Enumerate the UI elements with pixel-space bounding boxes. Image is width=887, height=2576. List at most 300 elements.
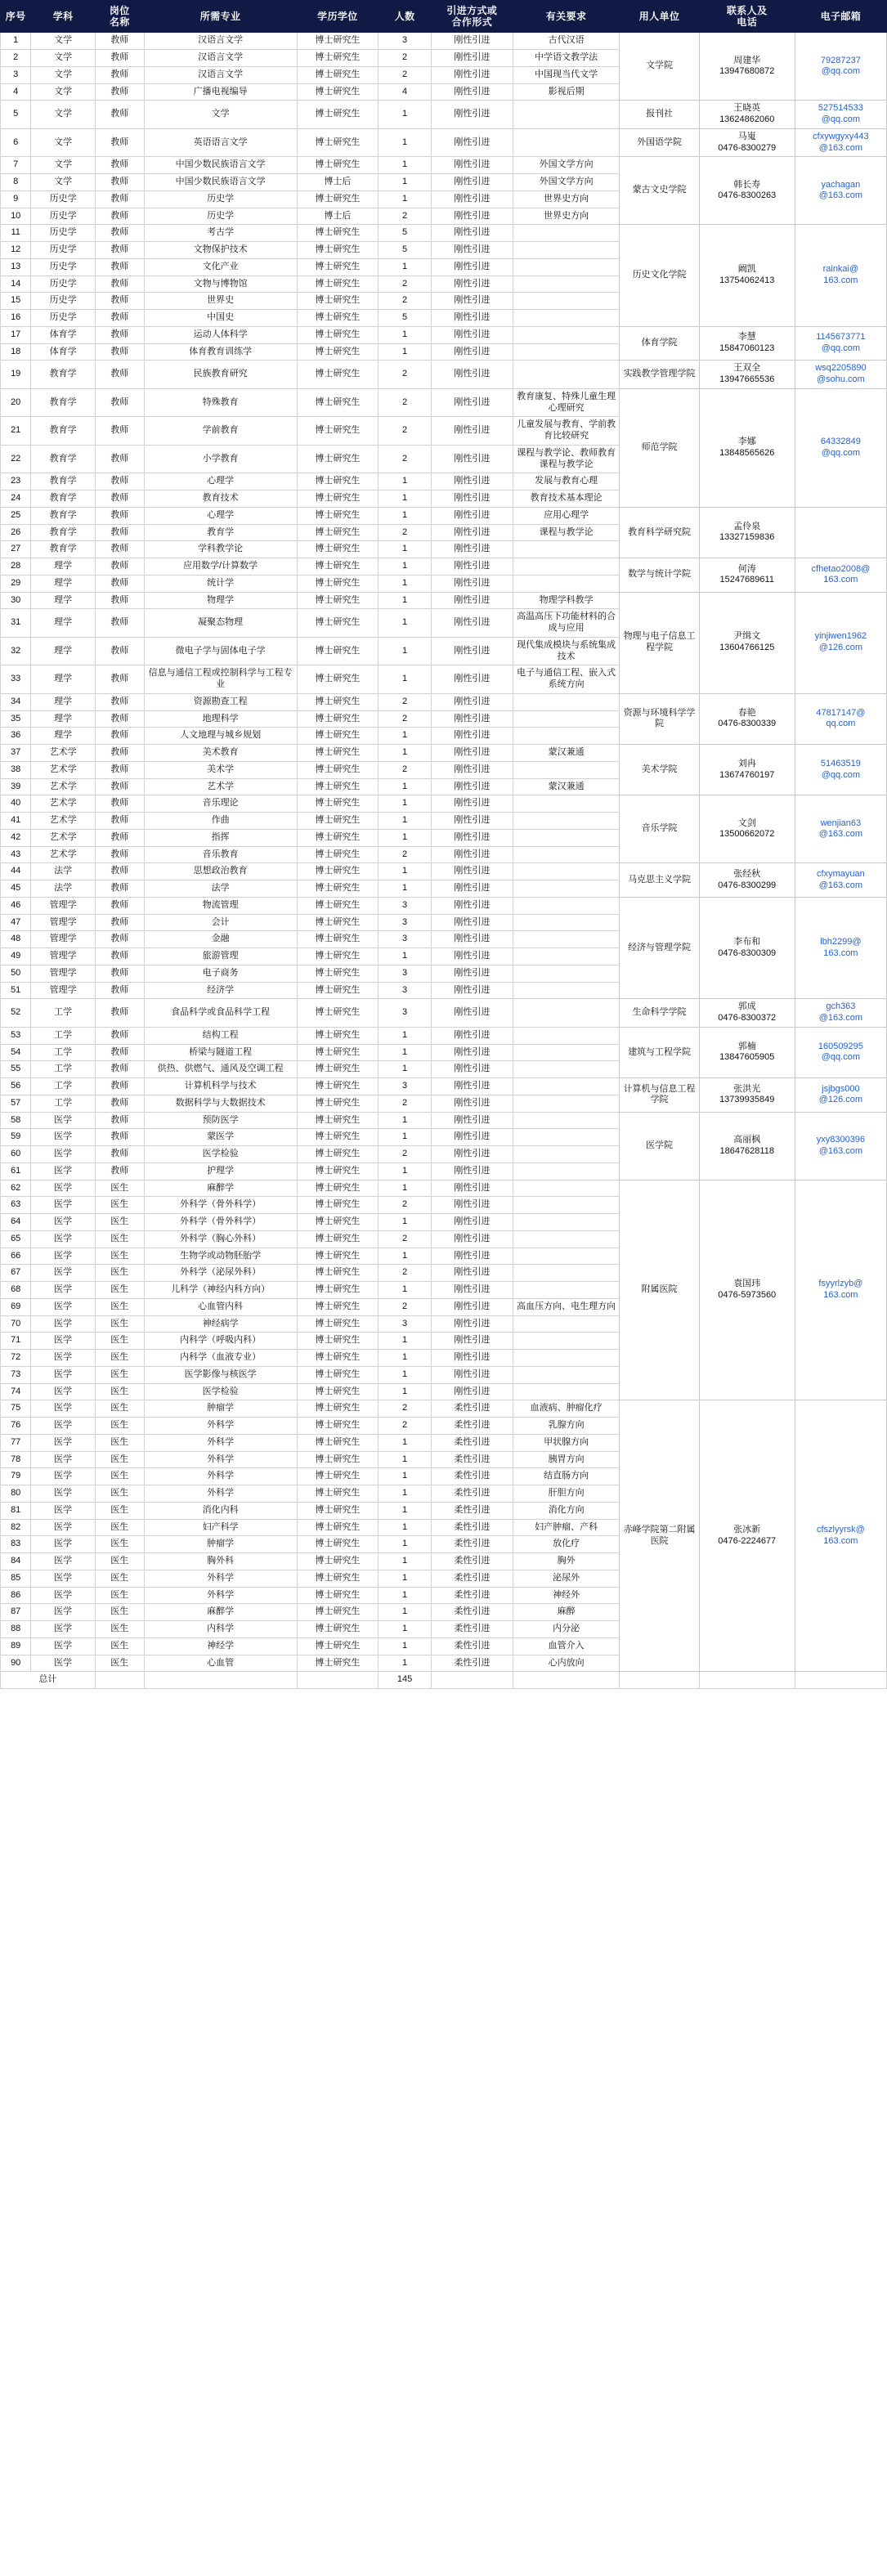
cell-post: 教师 bbox=[95, 637, 144, 665]
total-count: 145 bbox=[379, 1672, 432, 1689]
cell-count: 1 bbox=[379, 829, 432, 846]
cell-degree: 博士研究生 bbox=[297, 863, 379, 880]
cell-discipline: 理学 bbox=[31, 728, 95, 745]
cell-degree: 博士研究生 bbox=[297, 982, 379, 999]
cell-seq: 53 bbox=[1, 1027, 31, 1044]
cell-discipline: 理学 bbox=[31, 609, 95, 638]
cell-discipline: 医学 bbox=[31, 1366, 95, 1383]
cell-post: 教师 bbox=[95, 293, 144, 310]
cell-major: 生物学或动物胚胎学 bbox=[144, 1248, 297, 1265]
cell-seq: 62 bbox=[1, 1180, 31, 1197]
cell-seq: 25 bbox=[1, 507, 31, 524]
cell-seq: 42 bbox=[1, 829, 31, 846]
cell-discipline: 管理学 bbox=[31, 897, 95, 914]
cell-major: 外科学 bbox=[144, 1570, 297, 1587]
cell-mode: 刚性引进 bbox=[432, 1061, 513, 1078]
cell-post: 医生 bbox=[95, 1230, 144, 1248]
cell-major: 教育学 bbox=[144, 524, 297, 541]
cell-major: 指挥 bbox=[144, 829, 297, 846]
cell-count: 1 bbox=[379, 813, 432, 830]
cell-discipline: 艺术学 bbox=[31, 778, 95, 795]
cell-discipline: 历史学 bbox=[31, 258, 95, 276]
cell-seq: 65 bbox=[1, 1230, 31, 1248]
cell-mode: 刚性引进 bbox=[432, 982, 513, 999]
cell-degree: 博士研究生 bbox=[297, 965, 379, 982]
cell-count: 1 bbox=[379, 1163, 432, 1180]
cell-major: 音乐理论 bbox=[144, 795, 297, 813]
cell-count: 3 bbox=[379, 931, 432, 948]
cell-discipline: 医学 bbox=[31, 1553, 95, 1570]
cell-mode: 刚性引进 bbox=[432, 293, 513, 310]
cell-count: 2 bbox=[379, 761, 432, 778]
cell-seq: 41 bbox=[1, 813, 31, 830]
cell-major: 物流管理 bbox=[144, 897, 297, 914]
cell-email[interactable] bbox=[795, 507, 886, 558]
cell-mode: 柔性引进 bbox=[432, 1536, 513, 1553]
cell-discipline: 医学 bbox=[31, 1315, 95, 1333]
cell-mode: 刚性引进 bbox=[432, 1180, 513, 1197]
cell-requirement bbox=[513, 728, 620, 745]
cell-mode: 柔性引进 bbox=[432, 1655, 513, 1672]
cell-major: 汉语言文学 bbox=[144, 33, 297, 50]
cell-email[interactable]: 160509295 @qq.com bbox=[795, 1027, 886, 1077]
cell-count: 1 bbox=[379, 575, 432, 592]
cell-degree: 博士研究生 bbox=[297, 1604, 379, 1621]
cell-degree: 博士研究生 bbox=[297, 575, 379, 592]
cell-unit: 实践教学管理学院 bbox=[620, 361, 699, 389]
cell-email[interactable]: lbh2299@ 163.com bbox=[795, 897, 886, 999]
cell-unit: 马克思主义学院 bbox=[620, 863, 699, 898]
cell-requirement bbox=[513, 880, 620, 898]
cell-mode: 刚性引进 bbox=[432, 128, 513, 157]
table-row bbox=[1, 558, 887, 576]
cell-mode: 柔性引进 bbox=[432, 1519, 513, 1536]
header-email: 电子邮箱 bbox=[795, 1, 886, 33]
cell-major: 数据科学与大数据技术 bbox=[144, 1095, 297, 1112]
cell-discipline: 医学 bbox=[31, 1621, 95, 1638]
cell-email[interactable]: 527514533 @qq.com bbox=[795, 101, 886, 129]
cell-email[interactable]: 1145673771 @qq.com bbox=[795, 326, 886, 361]
cell-requirement: 高温高压下功能材料的合成与应用 bbox=[513, 609, 620, 638]
cell-count: 1 bbox=[379, 609, 432, 638]
cell-seq: 67 bbox=[1, 1265, 31, 1282]
cell-degree: 博士研究生 bbox=[297, 1095, 379, 1112]
cell-major: 内科学 bbox=[144, 1621, 297, 1638]
cell-mode: 刚性引进 bbox=[432, 1248, 513, 1265]
cell-post: 教师 bbox=[95, 665, 144, 694]
cell-discipline: 历史学 bbox=[31, 276, 95, 293]
cell-requirement bbox=[513, 343, 620, 361]
cell-mode: 刚性引进 bbox=[432, 101, 513, 129]
cell-count: 1 bbox=[379, 1129, 432, 1146]
cell-mode: 刚性引进 bbox=[432, 1366, 513, 1383]
cell-discipline: 医学 bbox=[31, 1265, 95, 1282]
cell-mode: 刚性引进 bbox=[432, 1282, 513, 1299]
cell-email[interactable]: wenjian63 @163.com bbox=[795, 795, 886, 863]
cell-degree: 博士研究生 bbox=[297, 50, 379, 67]
cell-degree: 博士研究生 bbox=[297, 1214, 379, 1231]
cell-degree: 博士研究生 bbox=[297, 524, 379, 541]
cell-count: 1 bbox=[379, 637, 432, 665]
cell-degree: 博士研究生 bbox=[297, 1112, 379, 1129]
cell-discipline: 医学 bbox=[31, 1519, 95, 1536]
cell-degree: 博士研究生 bbox=[297, 1146, 379, 1163]
cell-mode: 刚性引进 bbox=[432, 361, 513, 389]
cell-discipline: 医学 bbox=[31, 1570, 95, 1587]
cell-mode: 刚性引进 bbox=[432, 1333, 513, 1350]
cell-contact: 孟伶泉 13327159836 bbox=[699, 507, 795, 558]
cell-mode: 刚性引进 bbox=[432, 1197, 513, 1214]
cell-seq: 60 bbox=[1, 1146, 31, 1163]
cell-requirement bbox=[513, 310, 620, 327]
cell-count: 2 bbox=[379, 1146, 432, 1163]
cell-seq: 70 bbox=[1, 1315, 31, 1333]
cell-requirement: 教育技术基本理论 bbox=[513, 491, 620, 508]
cell-requirement: 课程与教学论 bbox=[513, 524, 620, 541]
cell-contact: 文剑 13500662072 bbox=[699, 795, 795, 863]
cell-post: 教师 bbox=[95, 190, 144, 208]
cell-requirement bbox=[513, 1129, 620, 1146]
cell-requirement: 消化方向 bbox=[513, 1502, 620, 1519]
cell-mode: 刚性引进 bbox=[432, 1027, 513, 1044]
cell-requirement: 发展与教育心理 bbox=[513, 473, 620, 491]
cell-major: 外科学 bbox=[144, 1451, 297, 1468]
cell-count: 3 bbox=[379, 1315, 432, 1333]
cell-degree: 博士研究生 bbox=[297, 507, 379, 524]
header-mode: 引进方式或 合作形式 bbox=[432, 1, 513, 33]
cell-discipline: 教育学 bbox=[31, 507, 95, 524]
table-row bbox=[1, 1400, 887, 1418]
cell-mode: 刚性引进 bbox=[432, 1298, 513, 1315]
cell-requirement bbox=[513, 1163, 620, 1180]
cell-mode: 刚性引进 bbox=[432, 417, 513, 446]
cell-contact: 张经秋 0476-8300299 bbox=[699, 863, 795, 898]
cell-mode: 刚性引进 bbox=[432, 33, 513, 50]
cell-requirement bbox=[513, 293, 620, 310]
cell-degree: 博士研究生 bbox=[297, 609, 379, 638]
cell-unit: 赤峰学院第二附属医院 bbox=[620, 1400, 699, 1672]
table-header bbox=[1, 1, 887, 33]
cell-seq: 20 bbox=[1, 388, 31, 417]
cell-major: 历史学 bbox=[144, 208, 297, 225]
cell-seq: 5 bbox=[1, 101, 31, 129]
cell-contact: 张冰新 0476-2224677 bbox=[699, 1400, 795, 1672]
cell-major: 心理学 bbox=[144, 473, 297, 491]
cell-email[interactable]: 64332849 @qq.com bbox=[795, 388, 886, 507]
cell-email[interactable]: 51463519 @qq.com bbox=[795, 745, 886, 795]
cell-mode: 刚性引进 bbox=[432, 795, 513, 813]
cell-post: 教师 bbox=[95, 914, 144, 931]
cell-count: 1 bbox=[379, 1468, 432, 1485]
cell-degree: 博士研究生 bbox=[297, 361, 379, 389]
cell-email[interactable]: cfhetao2008@ 163.com bbox=[795, 558, 886, 593]
cell-discipline: 理学 bbox=[31, 575, 95, 592]
cell-mode: 柔性引进 bbox=[432, 1604, 513, 1621]
cell-discipline: 教育学 bbox=[31, 445, 95, 473]
cell-major: 心血管 bbox=[144, 1655, 297, 1672]
cell-requirement bbox=[513, 558, 620, 576]
cell-mode: 刚性引进 bbox=[432, 813, 513, 830]
cell-degree: 博士研究生 bbox=[297, 1366, 379, 1383]
cell-seq: 56 bbox=[1, 1078, 31, 1095]
cell-post: 医生 bbox=[95, 1570, 144, 1587]
total-spacer bbox=[699, 1672, 795, 1689]
cell-post: 教师 bbox=[95, 1027, 144, 1044]
cell-mode: 刚性引进 bbox=[432, 491, 513, 508]
cell-degree: 博士研究生 bbox=[297, 778, 379, 795]
cell-email[interactable]: gch363 @163.com bbox=[795, 999, 886, 1028]
total-spacer bbox=[297, 1672, 379, 1689]
cell-count: 2 bbox=[379, 846, 432, 863]
cell-major: 特殊教育 bbox=[144, 388, 297, 417]
cell-count: 1 bbox=[379, 128, 432, 157]
cell-count: 3 bbox=[379, 897, 432, 914]
header-count: 人数 bbox=[379, 1, 432, 33]
cell-count: 5 bbox=[379, 310, 432, 327]
cell-mode: 刚性引进 bbox=[432, 1112, 513, 1129]
table-row bbox=[1, 326, 887, 343]
cell-discipline: 历史学 bbox=[31, 310, 95, 327]
cell-email[interactable]: yachagan @163.com bbox=[795, 157, 886, 225]
cell-count: 3 bbox=[379, 33, 432, 50]
cell-requirement bbox=[513, 1333, 620, 1350]
cell-mode: 柔性引进 bbox=[432, 1502, 513, 1519]
cell-mode: 柔性引进 bbox=[432, 1468, 513, 1485]
cell-mode: 刚性引进 bbox=[432, 1095, 513, 1112]
cell-discipline: 管理学 bbox=[31, 948, 95, 965]
cell-unit: 历史文化学院 bbox=[620, 225, 699, 327]
cell-seq: 2 bbox=[1, 50, 31, 67]
cell-major: 麻醉学 bbox=[144, 1180, 297, 1197]
cell-email[interactable]: 47817147@ qq.com bbox=[795, 693, 886, 744]
cell-seq: 1 bbox=[1, 33, 31, 50]
cell-major: 医学影像与核医学 bbox=[144, 1366, 297, 1383]
cell-discipline: 工学 bbox=[31, 1061, 95, 1078]
cell-major: 医学检验 bbox=[144, 1146, 297, 1163]
cell-major: 心理学 bbox=[144, 507, 297, 524]
cell-discipline: 医学 bbox=[31, 1230, 95, 1248]
cell-requirement: 神经外 bbox=[513, 1587, 620, 1604]
cell-email[interactable]: rainkai@ 163.com bbox=[795, 225, 886, 327]
cell-discipline: 医学 bbox=[31, 1587, 95, 1604]
cell-unit: 建筑与工程学院 bbox=[620, 1027, 699, 1077]
cell-seq: 66 bbox=[1, 1248, 31, 1265]
cell-requirement bbox=[513, 1197, 620, 1214]
table-row bbox=[1, 361, 887, 389]
cell-post: 医生 bbox=[95, 1502, 144, 1519]
cell-contact: 李慧 15847060123 bbox=[699, 326, 795, 361]
cell-unit: 师范学院 bbox=[620, 388, 699, 507]
cell-discipline: 历史学 bbox=[31, 190, 95, 208]
cell-post: 教师 bbox=[95, 310, 144, 327]
cell-email[interactable]: yxy8300396 @163.com bbox=[795, 1112, 886, 1180]
cell-count: 2 bbox=[379, 293, 432, 310]
cell-discipline: 教育学 bbox=[31, 491, 95, 508]
cell-email[interactable]: cfxymayuan @163.com bbox=[795, 863, 886, 898]
cell-degree: 博士研究生 bbox=[297, 665, 379, 694]
cell-count: 1 bbox=[379, 101, 432, 129]
cell-count: 3 bbox=[379, 982, 432, 999]
cell-count: 1 bbox=[379, 541, 432, 558]
cell-discipline: 医学 bbox=[31, 1383, 95, 1400]
cell-degree: 博士研究生 bbox=[297, 491, 379, 508]
cell-major: 资源勘查工程 bbox=[144, 693, 297, 710]
cell-major: 旅游管理 bbox=[144, 948, 297, 965]
cell-requirement bbox=[513, 1180, 620, 1197]
cell-requirement: 现代集成模块与系统集成技术 bbox=[513, 637, 620, 665]
cell-degree: 博士研究生 bbox=[297, 1400, 379, 1418]
cell-count: 2 bbox=[379, 50, 432, 67]
cell-email[interactable]: 79287237 @qq.com bbox=[795, 33, 886, 101]
cell-requirement: 物理学科教学 bbox=[513, 592, 620, 609]
cell-major: 食品科学或食品科学工程 bbox=[144, 999, 297, 1028]
cell-contact: 郭楠 13847605905 bbox=[699, 1027, 795, 1077]
cell-mode: 柔性引进 bbox=[432, 1637, 513, 1655]
cell-mode: 刚性引进 bbox=[432, 575, 513, 592]
cell-major: 地理科学 bbox=[144, 710, 297, 728]
cell-discipline: 教育学 bbox=[31, 524, 95, 541]
cell-seq: 61 bbox=[1, 1163, 31, 1180]
cell-degree: 博士研究生 bbox=[297, 1637, 379, 1655]
cell-mode: 刚性引进 bbox=[432, 50, 513, 67]
cell-degree: 博士研究生 bbox=[297, 1248, 379, 1265]
cell-email[interactable]: yinjiwen1962 @126.com bbox=[795, 592, 886, 693]
cell-seq: 29 bbox=[1, 575, 31, 592]
cell-post: 教师 bbox=[95, 1044, 144, 1061]
cell-degree: 博士研究生 bbox=[297, 728, 379, 745]
cell-seq: 32 bbox=[1, 637, 31, 665]
cell-mode: 刚性引进 bbox=[432, 914, 513, 931]
header-unit: 用人单位 bbox=[620, 1, 699, 33]
cell-email[interactable]: cfxywgyxy443 @163.com bbox=[795, 128, 886, 157]
table-row bbox=[1, 745, 887, 762]
cell-mode: 刚性引进 bbox=[432, 1350, 513, 1367]
cell-mode: 刚性引进 bbox=[432, 225, 513, 242]
cell-discipline: 法学 bbox=[31, 880, 95, 898]
cell-major: 内科学（呼吸内科） bbox=[144, 1333, 297, 1350]
cell-major: 小学教育 bbox=[144, 445, 297, 473]
cell-post: 教师 bbox=[95, 863, 144, 880]
cell-post: 教师 bbox=[95, 948, 144, 965]
cell-seq: 31 bbox=[1, 609, 31, 638]
cell-seq: 11 bbox=[1, 225, 31, 242]
cell-post: 教师 bbox=[95, 728, 144, 745]
cell-seq: 80 bbox=[1, 1485, 31, 1503]
cell-post: 教师 bbox=[95, 558, 144, 576]
cell-degree: 博士研究生 bbox=[297, 1282, 379, 1299]
cell-count: 1 bbox=[379, 190, 432, 208]
cell-degree: 博士研究生 bbox=[297, 343, 379, 361]
cell-degree: 博士研究生 bbox=[297, 1298, 379, 1315]
cell-discipline: 艺术学 bbox=[31, 745, 95, 762]
cell-discipline: 教育学 bbox=[31, 417, 95, 446]
cell-seq: 86 bbox=[1, 1587, 31, 1604]
cell-mode: 刚性引进 bbox=[432, 174, 513, 191]
cell-count: 3 bbox=[379, 914, 432, 931]
cell-post: 医生 bbox=[95, 1180, 144, 1197]
cell-mode: 刚性引进 bbox=[432, 1214, 513, 1231]
cell-degree: 博士研究生 bbox=[297, 1553, 379, 1570]
cell-degree: 博士研究生 bbox=[297, 637, 379, 665]
cell-mode: 刚性引进 bbox=[432, 965, 513, 982]
cell-seq: 83 bbox=[1, 1536, 31, 1553]
cell-email[interactable]: wsq2205890 @sohu.com bbox=[795, 361, 886, 389]
cell-major: 神经学 bbox=[144, 1637, 297, 1655]
cell-major: 汉语言文学 bbox=[144, 66, 297, 83]
cell-major: 世界史 bbox=[144, 293, 297, 310]
cell-degree: 博士研究生 bbox=[297, 128, 379, 157]
cell-discipline: 医学 bbox=[31, 1655, 95, 1672]
cell-requirement: 妇产肿瘤、产科 bbox=[513, 1519, 620, 1536]
cell-discipline: 历史学 bbox=[31, 242, 95, 259]
cell-count: 1 bbox=[379, 1214, 432, 1231]
cell-count: 2 bbox=[379, 276, 432, 293]
cell-degree: 博士研究生 bbox=[297, 1333, 379, 1350]
cell-major: 中国少数民族语言文学 bbox=[144, 174, 297, 191]
cell-email[interactable]: fsyyrlzyb@ 163.com bbox=[795, 1180, 886, 1400]
cell-email[interactable]: jsjbgs000 @126.com bbox=[795, 1078, 886, 1113]
cell-requirement bbox=[513, 326, 620, 343]
cell-post: 教师 bbox=[95, 813, 144, 830]
cell-seq: 54 bbox=[1, 1044, 31, 1061]
cell-post: 教师 bbox=[95, 846, 144, 863]
cell-contact: 王双全 13947665536 bbox=[699, 361, 795, 389]
cell-discipline: 医学 bbox=[31, 1248, 95, 1265]
cell-discipline: 艺术学 bbox=[31, 846, 95, 863]
cell-seq: 64 bbox=[1, 1214, 31, 1231]
cell-degree: 博士研究生 bbox=[297, 1655, 379, 1672]
cell-discipline: 教育学 bbox=[31, 361, 95, 389]
cell-unit: 外国语学院 bbox=[620, 128, 699, 157]
cell-seq: 7 bbox=[1, 157, 31, 174]
header-row bbox=[1, 1, 887, 33]
cell-degree: 博士研究生 bbox=[297, 1502, 379, 1519]
cell-requirement bbox=[513, 1350, 620, 1367]
cell-discipline: 文学 bbox=[31, 174, 95, 191]
cell-email[interactable]: cfszlyyrsk@ 163.com bbox=[795, 1400, 886, 1672]
cell-seq: 9 bbox=[1, 190, 31, 208]
cell-seq: 37 bbox=[1, 745, 31, 762]
cell-degree: 博士研究生 bbox=[297, 829, 379, 846]
cell-requirement bbox=[513, 1265, 620, 1282]
cell-requirement bbox=[513, 914, 620, 931]
cell-post: 教师 bbox=[95, 445, 144, 473]
cell-degree: 博士研究生 bbox=[297, 1315, 379, 1333]
cell-post: 医生 bbox=[95, 1536, 144, 1553]
cell-count: 1 bbox=[379, 1536, 432, 1553]
cell-seq: 69 bbox=[1, 1298, 31, 1315]
cell-mode: 刚性引进 bbox=[432, 524, 513, 541]
cell-major: 统计学 bbox=[144, 575, 297, 592]
cell-requirement: 电子与通信工程、嵌入式系统方向 bbox=[513, 665, 620, 694]
cell-count: 1 bbox=[379, 491, 432, 508]
cell-post: 教师 bbox=[95, 1095, 144, 1112]
cell-degree: 博士研究生 bbox=[297, 710, 379, 728]
cell-degree: 博士研究生 bbox=[297, 190, 379, 208]
cell-requirement bbox=[513, 1383, 620, 1400]
cell-post: 教师 bbox=[95, 66, 144, 83]
cell-count: 1 bbox=[379, 1044, 432, 1061]
cell-seq: 35 bbox=[1, 710, 31, 728]
cell-post: 医生 bbox=[95, 1265, 144, 1282]
cell-post: 教师 bbox=[95, 524, 144, 541]
cell-contact: 李娜 13848565626 bbox=[699, 388, 795, 507]
cell-count: 1 bbox=[379, 1621, 432, 1638]
cell-major: 外科学 bbox=[144, 1587, 297, 1604]
cell-seq: 38 bbox=[1, 761, 31, 778]
cell-count: 1 bbox=[379, 1248, 432, 1265]
cell-degree: 博士研究生 bbox=[297, 1587, 379, 1604]
